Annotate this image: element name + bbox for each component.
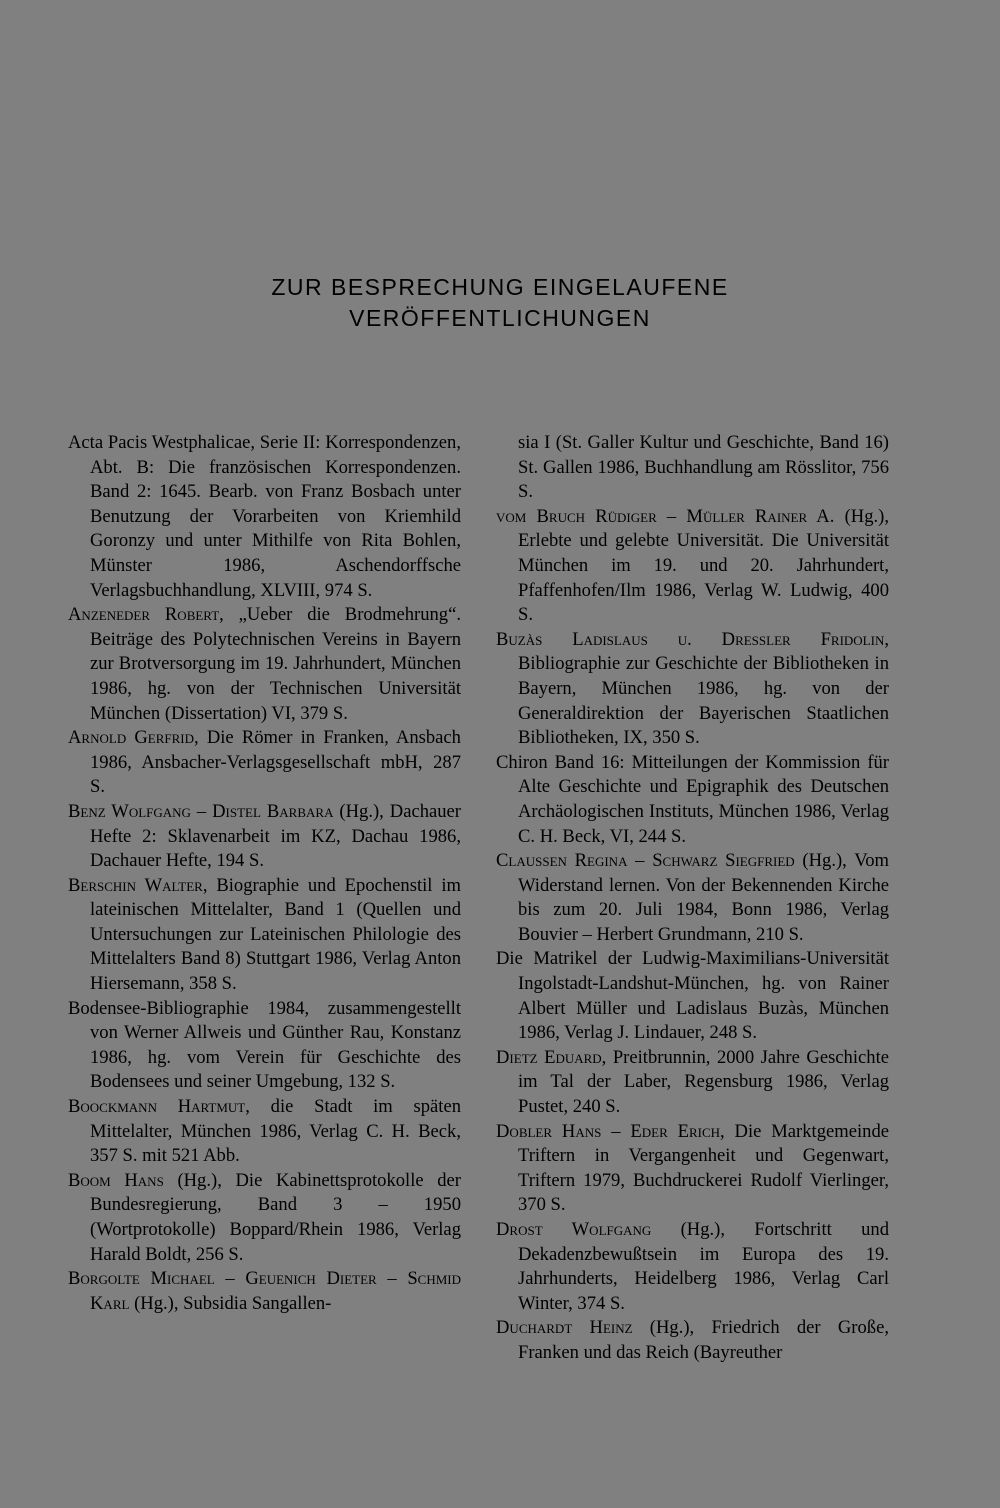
entry-text: (Hg.), Erlebte und gelebte Universität. Die Universität München im 19. und 20. Jahrhundert, Pfaffenhofen/Ilm 1986, Verlag W. Ludwig, 400 S. xyxy=(518,505,889,626)
entry-text: Die Marktgemeinde Triftern in Vergangenheit und Gegenwart, Triftern 1979, Buchdruckerei Rudolf Vierlinger, 370 S. xyxy=(518,1120,889,1216)
entry-text: Acta Pacis Westphalicae, Serie II: Korrespondenzen, Abt. B: Die französischen Korrespondenzen. Band 2: 1645. Bearb. von Franz Bosbach unter Benutzung der Vorarbeiten von Kriemhild Goronzy und unter Mithilfe von Rita Bohlen, Münster 1986, Aschendorffsche Verlagsbuchhandlung, XLVIII, 974 S. xyxy=(68,432,461,601)
bibliography-entry xyxy=(496,947,889,1045)
bibliography-entry xyxy=(68,431,461,603)
entry-text: (Hg.), Vom Widerstand lernen. Von der Bekennenden Kirche bis zum 20. Juli 1984, Bonn 1986, Verlag Bouvier – Herbert Grundmann, 210 S. xyxy=(518,850,889,945)
title-line-1: ZUR BESPRECHUNG EINGELAUFENE xyxy=(271,274,729,300)
entry-text: (Hg.), Subsidia Sangallen- xyxy=(129,1292,332,1314)
entry-author: Duchardt Heinz xyxy=(496,1317,633,1339)
entry-text: „Ueber die Brodmehrung“. Beiträge des Polytechnischen Vereins in Bayern zur Brotversorgung im 19. Jahrhundert, München 1986, hg. von der Technischen Universität München (Dissertation) VI, 379 S. xyxy=(90,604,461,724)
bibliography-entry xyxy=(68,1095,461,1169)
bibliography-entry xyxy=(68,997,461,1095)
bibliography-entry xyxy=(496,1218,889,1316)
bibliography-entry xyxy=(68,1169,461,1267)
entry-author: Berschin Walter, xyxy=(68,874,208,896)
entry-text: Bodensee-Bibliographie 1984, zusammengestellt von Werner Allweis und Günther Rau, Konstanz 1986, hg. vom Verein für Geschichte des Bodensees und seiner Umgebung, 132 S. xyxy=(68,997,461,1093)
entry-text: Biographie und Epochenstil im lateinischen Mittelalter, Band 1 (Quellen und Untersuchungen zur Lateinischen Philologie des Mittelalters Band 8) Stuttgart 1986, Verlag Anton Hiersemann, 358 S. xyxy=(90,874,461,995)
entry-author: Boom Hans xyxy=(68,1169,164,1191)
bibliography-entry xyxy=(496,1046,889,1120)
left-column xyxy=(68,431,461,1316)
bibliography-entry xyxy=(496,1120,889,1218)
entry-author: Drost Wolfgang xyxy=(496,1219,652,1240)
bibliography-entry xyxy=(68,1267,461,1316)
bibliography-entry xyxy=(496,849,889,947)
entry-text: Bibliographie zur Geschichte der Bibliotheken in Bayern, München 1986, hg. von der Generaldirektion der Bayerischen Staatlichen Bibliotheken, IX, 350 S. xyxy=(518,653,889,749)
entry-text: (Hg.), Friedrich der Große, Franken und das Reich (Bayreuther xyxy=(518,1317,889,1363)
entry-text: Chiron Band 16: Mitteilungen der Kommission für Alte Geschichte und Epigraphik des Deutschen Archäologischen Instituts, München 1986, Verlag C. H. Beck, VI, 244 S. xyxy=(496,751,889,847)
bibliography-entry xyxy=(68,800,461,874)
entry-text: (Hg.), Fortschritt und Dekadenzbewußtsein im Europa des 19. Jahrhunderts, Heidelberg 1986, Verlag Carl Winter, 374 S. xyxy=(518,1219,889,1314)
entry-text: (Hg.), Die Kabinettsprotokolle der Bundesregierung, Band 3 – 1950 (Wortprotokolle) Boppard/Rhein 1986, Verlag Harald Boldt, 256 S. xyxy=(90,1169,461,1265)
bibliography-entry xyxy=(68,726,461,800)
entry-author: Boockmann Hartmut, xyxy=(68,1096,250,1118)
entry-text: Die Römer in Franken, Ansbach 1986, Ansbacher-Verlagsgesellschaft mbH, 287 S. xyxy=(90,727,461,798)
entry-text: sia I (St. Galler Kultur und Geschichte, Band 16) St. Gallen 1986, Buchhandlung am Rösslitor, 756 S. xyxy=(518,432,889,503)
entry-author: Claussen Regina – Schwarz Siegfried xyxy=(496,850,795,872)
page-title xyxy=(0,272,1000,334)
bibliography-entry xyxy=(496,628,889,751)
title-line-2: VERÖFFENTLICHUNGEN xyxy=(349,305,651,331)
bibliography-entry-continuation xyxy=(496,431,889,505)
entry-author: Buzàs Ladislaus u. Dressler Fridolin, xyxy=(496,628,889,650)
bibliography-entry xyxy=(496,1316,889,1365)
bibliography-entry xyxy=(496,751,889,849)
entry-author: Dobler Hans – Eder Erich, xyxy=(496,1120,725,1142)
entry-author: Borgolte Michael – Geuenich Dieter – Schmid Karl xyxy=(68,1268,461,1314)
entry-text: Preitbrunnin, 2000 Jahre Geschichte im Tal der Laber, Regensburg 1986, Verlag Pustet, 240 S. xyxy=(518,1046,889,1118)
entry-author: vom Bruch Rüdiger – Müller Rainer A. xyxy=(496,505,835,527)
entry-author: Benz Wolfgang – Distel Barbara xyxy=(68,800,334,822)
entry-author: Dietz Eduard, xyxy=(496,1046,607,1068)
right-column xyxy=(496,431,889,1366)
bibliography-entry xyxy=(496,505,889,628)
entry-author: Arnold Gerfrid, xyxy=(68,727,199,749)
bibliography-entry xyxy=(68,603,461,726)
entry-text: Die Matrikel der Ludwig-Maximilians-Universität Ingolstadt-Landshut-München, hg. von Rainer Albert Müller und Ladislaus Buzàs, München 1986, Verlag J. Lindauer, 248 S. xyxy=(496,948,889,1044)
bibliography-entry xyxy=(68,874,461,997)
entry-text: die Stadt im späten Mittelalter, München 1986, Verlag C. H. Beck, 357 S. mit 521 Abb. xyxy=(90,1096,461,1167)
entry-author: Anzeneder Robert, xyxy=(68,604,224,626)
entry-text: (Hg.), Dachauer Hefte 2: Sklavenarbeit im KZ, Dachau 1986, Dachauer Hefte, 194 S. xyxy=(90,800,461,872)
